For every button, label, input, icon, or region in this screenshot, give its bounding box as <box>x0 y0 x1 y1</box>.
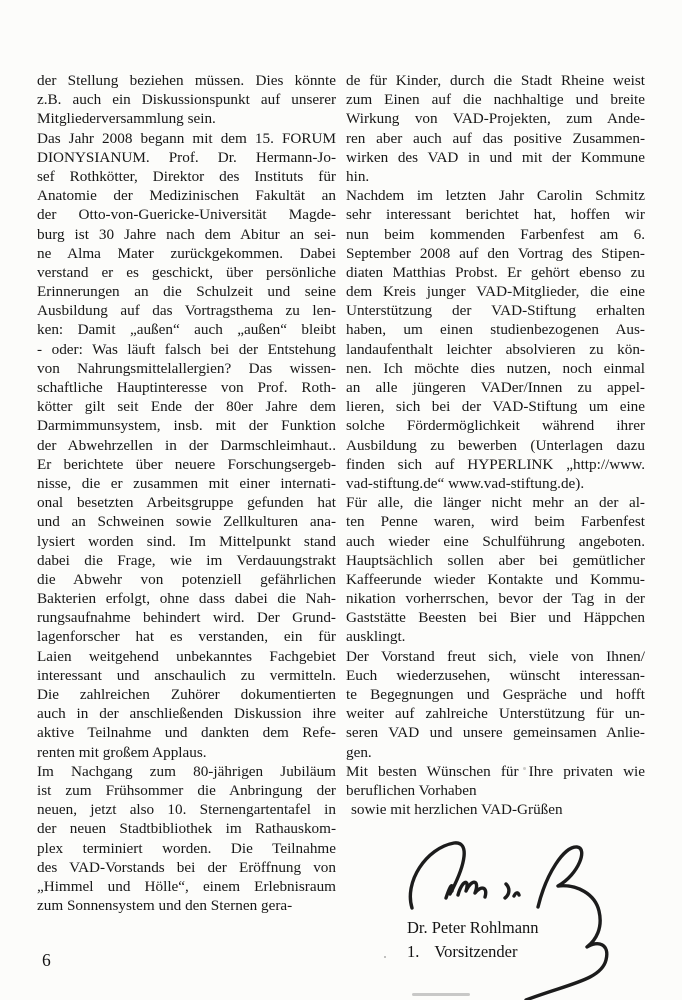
paragraph <box>346 762 645 800</box>
text-line: der Otto-von-Guericke-Universität Magde- <box>37 206 336 224</box>
text-line: der Stellung beziehen müssen. Dies könnte <box>37 72 336 89</box>
paragraph <box>346 800 645 819</box>
left-text-column <box>37 71 336 915</box>
scan-smudge <box>412 993 470 996</box>
text-line: verstand er es geschickt, über persönliche <box>37 263 336 281</box>
text-line: ken: Damit „außen“ auch „außen“ bleibt <box>37 321 336 339</box>
text-line: der neuen Stadtbibliothek im Rathauskom- <box>37 820 336 838</box>
paragraph <box>346 647 645 762</box>
text-line: Erinnerungen an die Schulzeit und seine <box>37 283 336 301</box>
text-line: haben, um einen studienbezogenen Aus- <box>346 321 645 339</box>
text-line: Nachdem im letzten Jahr Carolin Schmitz <box>346 187 645 205</box>
text-line: onal besetzten Arbeitsgruppe gefunden hat <box>37 494 336 512</box>
text-line: beruflichen Vorhaben <box>346 781 477 799</box>
text-line: dem Kreis junger VAD-Mitglieder, die eine <box>346 283 645 301</box>
text-line: ren aber auch auf das positive Zusammen- <box>346 129 645 147</box>
text-line: Im Nachgang zum 80-jährigen Jubiläum <box>37 762 336 780</box>
text-line: z.B. auch ein Diskussionspunkt auf unserer <box>37 91 336 109</box>
text-line: - oder: Was läuft falsch bei der Entstehung <box>37 340 336 358</box>
scan-speck <box>384 956 386 958</box>
signatory-title-index: 1. <box>407 942 420 961</box>
text-line: Der Vorstand freut sich, viele von Ihnen/ <box>346 647 645 665</box>
text-line: zum Sonnensystem und den Sternen gera- <box>37 897 293 915</box>
text-line: Ausbildung zu bewerben (Unterlagen dazu <box>346 436 645 454</box>
text-line: auch in der anschließenden Diskussion ihre <box>37 705 336 723</box>
text-line: vad-stiftung.de“ www.vad-stiftung.de). <box>346 474 585 492</box>
text-line: Darmimmunsystem, insb. mit der Funktion <box>37 417 336 435</box>
text-line: wirken des VAD in und mit der Kommune <box>346 148 645 166</box>
text-line: Unterstützung der VAD-Stiftung erhalten <box>346 302 645 320</box>
text-line: auch wieder eine Schulführung angeboten. <box>346 532 645 550</box>
text-line: sowie mit herzlichen VAD-Grüßen <box>351 801 563 819</box>
text-line: solche Fördermöglichkeit während ihrer <box>346 417 645 435</box>
text-line: ten Penne waren, wird beim Farbenfest <box>346 513 645 531</box>
text-line: hin. <box>346 167 370 185</box>
text-line: Die zahlreichen Zuhörer dokumentierten <box>37 686 336 703</box>
text-line: Euch wiederzusehen, wünscht interessan- <box>346 666 645 684</box>
right-text-column <box>346 71 645 819</box>
text-line: renten mit großem Applaus. <box>37 743 207 761</box>
text-line: Hauptsächlich sollen aber bei gemütlicher <box>346 551 645 569</box>
text-line: landaufenthalt leichter absolvieren zu kön- <box>346 340 645 358</box>
text-line: gen. <box>346 743 372 761</box>
paragraph <box>37 71 336 129</box>
text-line: Laien weitgehend unbekanntes Fachgebiet <box>37 647 336 665</box>
text-line: interessant und anschaulich zu vermitteln. <box>37 666 336 684</box>
text-line: lieren, sich bei der VAD-Stiftung um eine <box>346 398 645 416</box>
text-line: sehr interessant berichtet hat, hoffen wir <box>346 206 645 224</box>
scan-speck <box>523 767 526 770</box>
text-line: Ausbildung auf das Vortragsthema zu len- <box>37 302 336 320</box>
text-line: zum Einen auf die nachhaltige und breite <box>346 91 645 109</box>
paragraph <box>37 129 336 762</box>
text-line: aktive Teilnahme und dankten dem Refe- <box>37 724 336 742</box>
text-line: Bakterien erfolgt, ohne dass dabei die Nah- <box>37 590 336 608</box>
signatory-title: Vorsitzender <box>434 942 518 961</box>
text-line: ist zum Frühsommer die Anbringung der <box>37 781 336 799</box>
text-line: Anatomie der Medizinischen Fakultät an <box>37 187 336 205</box>
text-line: lysiert worden sind. Im Mittelpunkt stand <box>37 532 336 550</box>
text-line: burg ist 30 Jahre nach dem Abitur an sei- <box>37 225 336 243</box>
text-line: diaten Matthias Probst. Er gehört ebenso zu <box>346 263 645 281</box>
text-line: ausklingt. <box>346 628 406 646</box>
text-line: nikation vorherrschen, bevor der Tag in der <box>346 590 645 608</box>
text-line: Kaffeerunde wieder Kontakte und Kommu- <box>346 570 645 588</box>
text-line: kötter gilt seit Ende der 80er Jahre dem <box>37 398 336 416</box>
text-line: sef Rothkötter, Direktor des Instituts für <box>37 167 336 185</box>
text-line: Das Jahr 2008 begann mit dem 15. FORUM <box>37 129 336 147</box>
paragraph <box>37 762 336 916</box>
paragraph <box>346 186 645 493</box>
text-line: te Begegnungen und Gespräche und hofft <box>346 686 645 703</box>
text-line: und an Schweinen sowie Zellkulturen ana- <box>37 513 336 531</box>
paragraph <box>346 71 645 186</box>
text-line: Er berichtete über neuere Forschungsergeb- <box>37 455 336 473</box>
text-line: „Himmel und Hölle“, einem Erlebnisraum <box>37 877 336 895</box>
text-line: September 2008 auf den Vortrag des Stipen- <box>346 244 645 262</box>
text-line: die Abwehr von potenziell gefährlichen <box>37 570 336 588</box>
text-line: nisse, die er zusammen mit einer internati- <box>37 474 336 492</box>
text-line: weiter auf zahlreiche Unterstützung für un- <box>346 705 645 723</box>
text-line: plex terminiert worden. Die Teilnahme <box>37 839 336 857</box>
text-line: des VAD-Vorstands bei der Eröffnung von <box>37 858 336 876</box>
text-line: nun beim kommenden Farbenfest am 6. <box>346 225 645 243</box>
paragraph <box>346 493 645 647</box>
text-line: an alle jüngeren VADer/Innen zu appel- <box>346 379 645 396</box>
text-line: rungsaufnahme behindert wird. Der Grund- <box>37 609 336 627</box>
text-line: Wirkung von VAD-Projekten, zum Ande- <box>346 110 645 128</box>
text-line: schaftliche Hauptinteresse von Prof. Roth- <box>37 379 336 396</box>
text-line: ne Alma Mater zurückgekommen. Dabei <box>37 244 336 262</box>
text-line: finden sich auf HYPERLINK „http://www. <box>346 455 645 473</box>
signatory-title-line <box>407 940 539 964</box>
signatory-block <box>407 916 539 964</box>
text-line: der Abwehrzellen in der Darmschleimhaut.. <box>37 436 336 454</box>
text-line: Für alle, die länger nicht mehr an der al- <box>346 494 645 512</box>
text-line: dabei die Frage, wie im Verdauungstrakt <box>37 551 336 569</box>
text-line: nen. Ich möchte dies nutzen, noch einmal <box>346 359 645 377</box>
text-line: Mitgliederversammlung sein. <box>37 110 216 128</box>
text-line: Gaststätte Beesten bei Bier und Häppchen <box>346 609 645 627</box>
text-line: de für Kinder, durch die Stadt Rheine weist <box>346 72 645 89</box>
text-line: seren VAD und unsere gemeinsamen Anlie- <box>346 724 645 742</box>
text-line: DIONYSIANUM. Prof. Dr. Hermann-Jo- <box>37 148 336 166</box>
text-line: von Nahrungsmittelallergien? Das wissen- <box>37 359 336 377</box>
text-line: Mit besten Wünschen für Ihre privaten wie <box>346 762 645 780</box>
page-number: 6 <box>42 950 51 970</box>
text-line: lagenforscher hat es verstanden, ein für <box>37 628 336 646</box>
text-line: neuen, jetzt also 10. Sternengartentafel in <box>37 801 336 819</box>
signatory-name: Dr. Peter Rohlmann <box>407 918 539 937</box>
